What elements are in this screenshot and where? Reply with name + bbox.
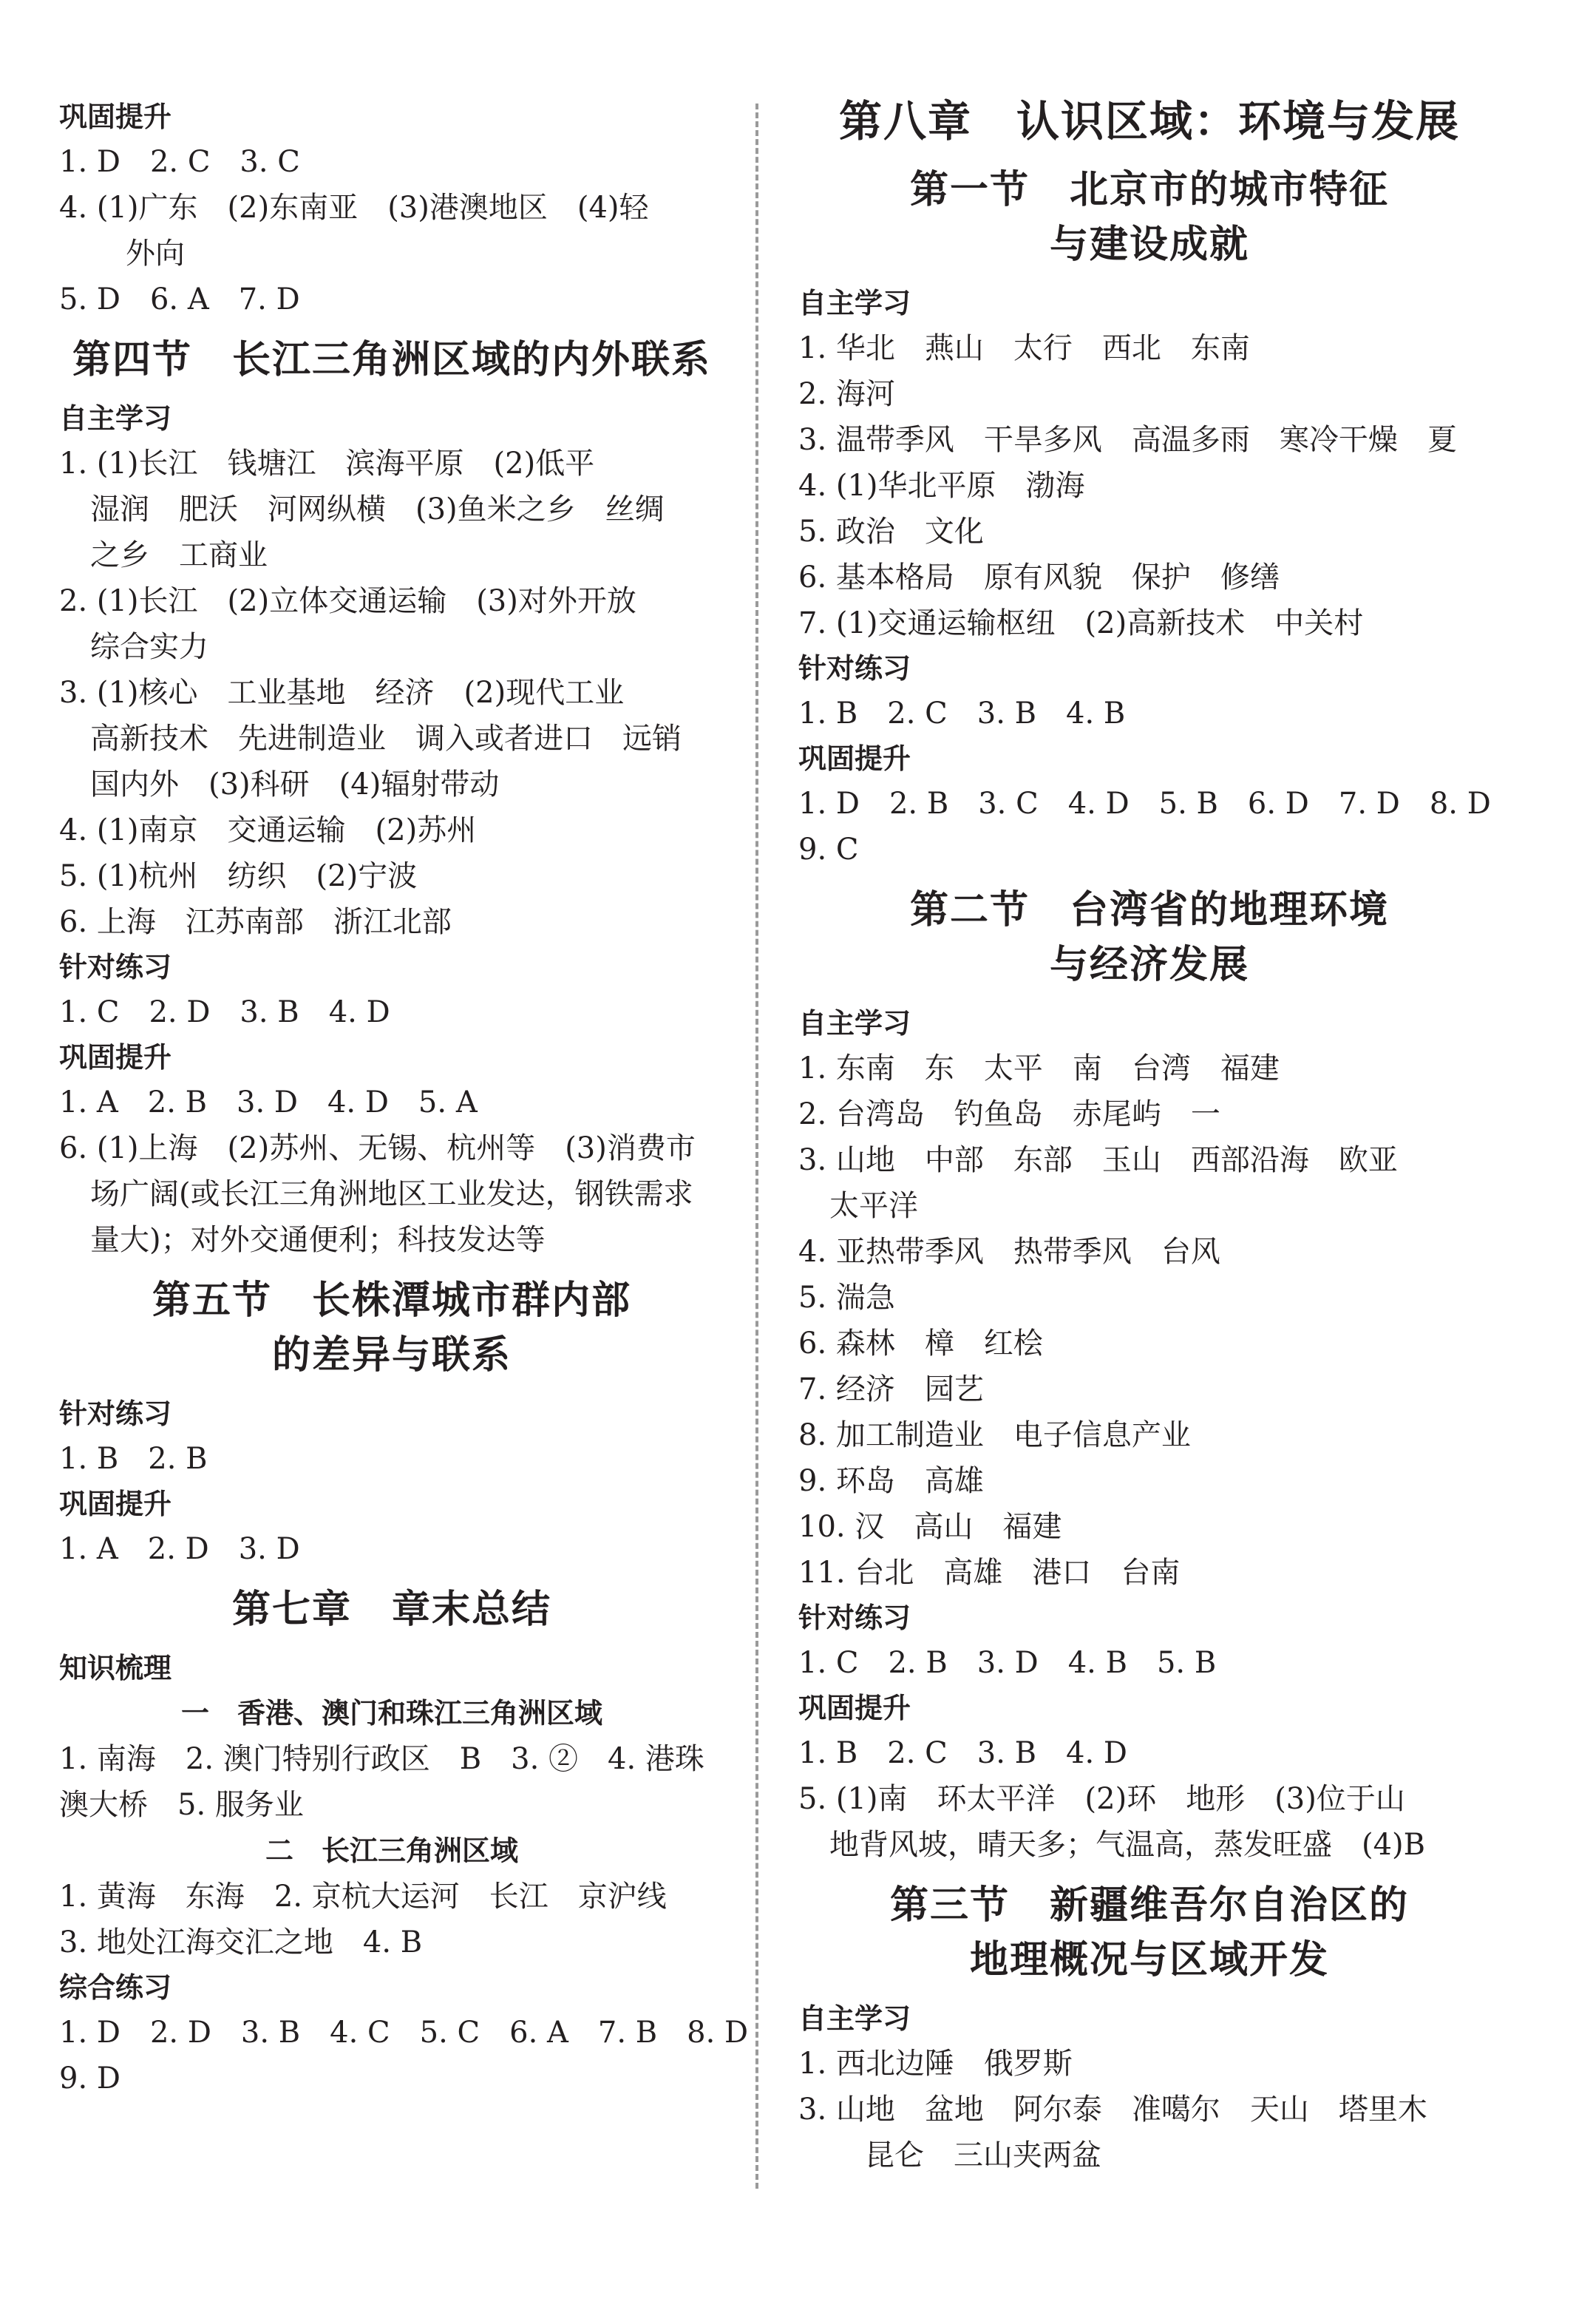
answer-line: 5. 湍急 — [798, 1281, 895, 1315]
answer-line: 1. A 2. B 3. D 4. D 5. A — [59, 1085, 478, 1119]
answer-line: 11. 台北 高雄 港口 台南 — [798, 1556, 1181, 1590]
section-label: 巩固提升 — [798, 742, 911, 775]
left-column — [59, 95, 749, 2101]
answer-line: 5. D 6. A 7. D — [59, 282, 300, 316]
section-title-cont: 与建设成就 — [1049, 222, 1249, 267]
section-label: 针对练习 — [59, 951, 172, 983]
answer-line: 7. 经济 园艺 — [798, 1372, 984, 1406]
section-title: 第一节 北京市的城市特征 — [909, 167, 1389, 212]
answer-line: 1. C 2. D 3. B 4. D — [59, 995, 390, 1029]
section-label: 自主学习 — [798, 287, 911, 319]
answer-line: 太平洋 — [829, 1189, 918, 1223]
answer-line: 9. D — [59, 2062, 120, 2096]
section-title-cont: 的差异与联系 — [271, 1332, 512, 1378]
answer-line: 1. 南海 2. 澳门特别行政区 B 3. ② 4. 港珠 — [59, 1742, 704, 1776]
section-label: 综合练习 — [59, 1971, 172, 2004]
section-title-cont: 与经济发展 — [1049, 942, 1249, 987]
answer-line: 澳大桥 5. 服务业 — [59, 1788, 304, 1822]
answer-line: 之乡 工商业 — [90, 538, 268, 572]
answer-line: 9. 环岛 高雄 — [798, 1464, 984, 1498]
answer-line: 外向 — [126, 237, 185, 271]
answer-line: 3. 山地 中部 东部 玉山 西部沿海 欧亚 — [798, 1143, 1398, 1177]
answer-line: 4. (1)华北平原 渤海 — [798, 469, 1085, 503]
answer-line: 1. 西北边陲 俄罗斯 — [798, 2047, 1073, 2081]
right-column — [798, 95, 1501, 2178]
section-label: 自主学习 — [798, 2002, 911, 2035]
answer-line: 综合实力 — [90, 630, 208, 664]
answer-line: 3. 温带季风 干旱多风 高温多雨 寒冷干燥 夏 — [798, 423, 1457, 457]
answer-line: 4. (1)南京 交通运输 (2)苏州 — [59, 813, 477, 847]
answer-line: 6. 森林 樟 红桧 — [798, 1327, 1043, 1361]
section-label: 知识梳理 — [59, 1652, 172, 1684]
answer-line: 2. 台湾岛 钓鱼岛 赤尾屿 一 — [798, 1097, 1220, 1131]
subsection-title: 二 长江三角洲区域 — [265, 1835, 518, 1867]
section-label: 针对练习 — [59, 1398, 172, 1430]
answer-line: 国内外 (3)科研 (4)辐射带动 — [90, 768, 500, 802]
answer-line: 湿润 肥沃 河网纵横 (3)鱼米之乡 丝绸 — [90, 492, 665, 526]
answer-line: 5. 政治 文化 — [798, 515, 984, 549]
answer-line: 7. (1)交通运输枢纽 (2)高新技术 中关村 — [798, 606, 1364, 640]
answer-line: 3. 山地 盆地 阿尔泰 准噶尔 天山 塔里木 — [798, 2093, 1427, 2127]
section-label: 巩固提升 — [59, 101, 172, 133]
answer-line: 4. (1)广东 (2)东南亚 (3)港澳地区 (4)轻 — [59, 191, 649, 225]
answer-line: 9. C — [798, 833, 859, 867]
answer-line: 量大)；对外交通便利；科技发达等 — [90, 1223, 546, 1257]
answer-line: 1. A 2. D 3. D — [59, 1532, 300, 1566]
section-title: 第四节 长江三角洲区域的内外联系 — [72, 337, 711, 382]
answer-line: 6. 基本格局 原有风貌 保护 修缮 — [798, 560, 1280, 594]
section-title-cont: 地理概况与区域开发 — [969, 1937, 1329, 1982]
answer-line: 1. 华北 燕山 太行 西北 东南 — [798, 331, 1250, 365]
answer-line: 1. B 2. C 3. B 4. D — [798, 1736, 1127, 1770]
answer-line: 1. D 2. C 3. C — [59, 145, 300, 179]
answer-line: 3. (1)核心 工业基地 经济 (2)现代工业 — [59, 676, 625, 710]
section-label: 巩固提升 — [59, 1488, 172, 1520]
answer-line: 1. D 2. B 3. C 4. D 5. B 6. D 7. D 8. D — [798, 787, 1491, 821]
answer-line: 5. (1)南 环太平洋 (2)环 地形 (3)位于山 — [798, 1782, 1405, 1816]
answer-line: 1. D 2. D 3. B 4. C 5. C 6. A 7. B 8. D — [59, 2016, 749, 2050]
answer-line: 6. 上海 江苏南部 浙江北部 — [59, 905, 452, 939]
section-label: 巩固提升 — [59, 1041, 172, 1074]
answer-line: 1. 东南 东 太平 南 台湾 福建 — [798, 1051, 1280, 1085]
section-title: 第五节 长株潭城市群内部 — [152, 1278, 631, 1323]
chapter-title: 第八章 认识区域：环境与发展 — [838, 96, 1460, 146]
answer-line: 4. 亚热带季风 热带季风 台风 — [798, 1235, 1220, 1269]
answer-line: 2. (1)长江 (2)立体交通运输 (3)对外开放 — [59, 584, 636, 618]
answer-line: 高新技术 先进制造业 调入或者进口 远销 — [90, 722, 682, 756]
answer-line: 1. (1)长江 钱塘江 滨海平原 (2)低平 — [59, 447, 595, 481]
answer-line: 8. 加工制造业 电子信息产业 — [798, 1418, 1191, 1452]
answer-line: 1. C 2. B 3. D 4. B 5. B — [798, 1646, 1217, 1680]
section-label: 针对练习 — [798, 1602, 911, 1634]
answer-line: 地背风坡，晴天多；气温高，蒸发旺盛 (4)B — [829, 1828, 1426, 1862]
answer-line: 2. 海河 — [798, 377, 895, 411]
section-label: 针对练习 — [798, 652, 911, 685]
subsection-title: 一 香港、澳门和珠江三角洲区域 — [180, 1697, 602, 1730]
answer-line: 1. B 2. B — [59, 1442, 208, 1476]
section-label: 巩固提升 — [798, 1692, 911, 1724]
section-title: 第三节 新疆维吾尔自治区的 — [889, 1883, 1409, 1928]
column-divider — [755, 104, 758, 2189]
answer-line: 昆仑 三山夹两盆 — [865, 2138, 1101, 2172]
chapter-title: 第七章 章末总结 — [231, 1587, 551, 1632]
section-title: 第二节 台湾省的地理环境 — [909, 887, 1389, 932]
section-label: 自主学习 — [59, 402, 172, 435]
answer-line: 5. (1)杭州 纺织 (2)宁波 — [59, 859, 418, 893]
answer-line: 6. (1)上海 (2)苏州、无锡、杭州等 (3)消费市 — [59, 1131, 696, 1165]
section-label: 自主学习 — [798, 1007, 911, 1040]
answer-line: 1. B 2. C 3. B 4. B — [798, 697, 1126, 731]
answer-line: 3. 地处江海交汇之地 4. B — [59, 1925, 423, 1959]
answer-line: 1. 黄海 东海 2. 京杭大运河 长江 京沪线 — [59, 1880, 667, 1914]
answer-line: 场广阔(或长江三角洲地区工业发达，钢铁需求 — [90, 1177, 693, 1211]
answer-line: 10. 汉 高山 福建 — [798, 1510, 1062, 1544]
